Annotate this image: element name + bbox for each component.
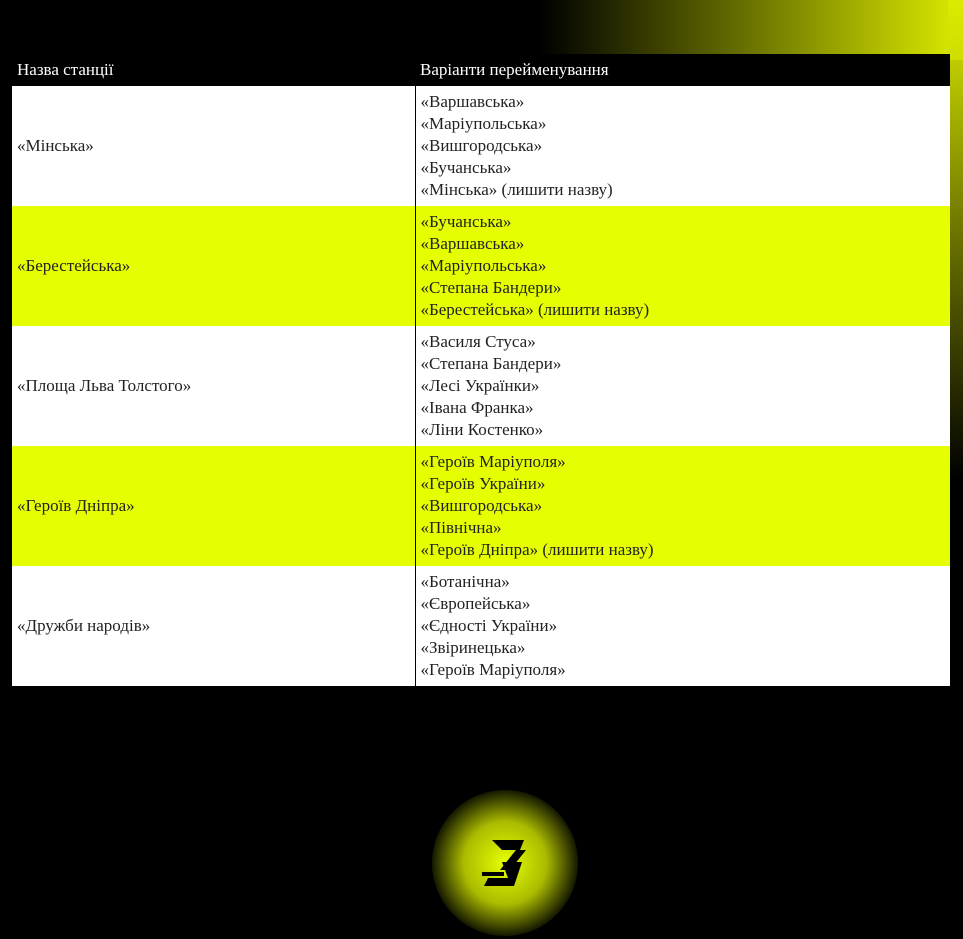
options-cell <box>415 326 950 446</box>
option-item: «Героїв Маріуполя» <box>420 660 566 679</box>
z-logo-icon <box>480 836 530 890</box>
station-name-cell: «Берестейська» <box>12 206 415 326</box>
station-name-cell: «Дружби народів» <box>12 566 415 686</box>
station-name-cell: «Площа Льва Толстого» <box>12 326 415 446</box>
option-item: «Ліни Костенко» <box>420 420 544 439</box>
option-item: «Вишгородська» <box>420 496 543 515</box>
table-row <box>12 206 950 326</box>
option-item: «Героїв Дніпра» (лишити назву) <box>420 540 654 559</box>
option-item: «Бучанська» <box>420 158 512 177</box>
option-item: «Степана Бандери» <box>420 278 562 297</box>
options-cell <box>415 86 950 206</box>
option-item: «Мінська» (лишити назву) <box>420 180 613 199</box>
decorative-glow-right <box>948 0 963 480</box>
options-cell <box>415 566 950 686</box>
table-header-row <box>12 54 950 86</box>
table-row <box>12 446 950 566</box>
options-cell <box>415 206 950 326</box>
station-name-cell: «Героїв Дніпра» <box>12 446 415 566</box>
option-item: «Північна» <box>420 518 502 537</box>
option-item: «Єдності України» <box>420 616 558 635</box>
option-item: «Героїв Маріуполя» <box>420 452 566 471</box>
option-item: «Маріупольська» <box>420 114 547 133</box>
option-item: «Степана Бандери» <box>420 354 562 373</box>
option-item: «Варшавська» <box>420 234 525 253</box>
option-item: «Європейська» <box>420 594 531 613</box>
header-station-name: Назва станції <box>12 54 415 86</box>
rename-table-container <box>12 54 950 686</box>
option-item: «Звіринецька» <box>420 638 526 657</box>
option-item: «Василя Стуса» <box>420 332 536 351</box>
station-name-cell: «Мінська» <box>12 86 415 206</box>
header-rename-options: Варіанти перейменування <box>415 54 950 86</box>
decorative-glow-top <box>540 0 963 60</box>
option-item: «Варшавська» <box>420 92 525 111</box>
table-row <box>12 86 950 206</box>
option-item: «Героїв України» <box>420 474 546 493</box>
option-item: «Вишгородська» <box>420 136 543 155</box>
rename-table <box>12 54 950 686</box>
option-item: «Берестейська» (лишити назву) <box>420 300 650 319</box>
option-item: «Ботанічна» <box>420 572 510 591</box>
table-row <box>12 566 950 686</box>
options-cell <box>415 446 950 566</box>
option-item: «Івана Франка» <box>420 398 534 417</box>
table-row <box>12 326 950 446</box>
option-item: «Бучанська» <box>420 212 512 231</box>
option-item: «Лесі Українки» <box>420 376 540 395</box>
option-item: «Маріупольська» <box>420 256 547 275</box>
